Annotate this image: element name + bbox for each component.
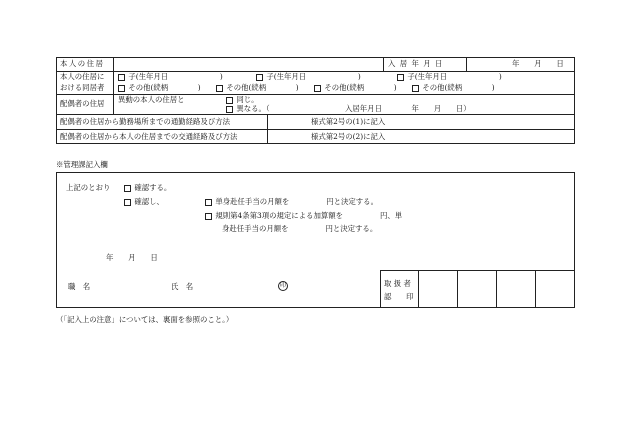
commute-route-label-2: 配偶者の住居から本人の住居までの交通経路及び方法 <box>60 132 238 141</box>
checkbox-icon[interactable] <box>314 85 321 92</box>
child-option-1[interactable]: 子(生年月日 ) <box>118 73 223 81</box>
row-divider <box>56 114 575 115</box>
checkbox-icon[interactable] <box>412 85 419 92</box>
handler-divider <box>457 270 458 308</box>
checkbox-icon[interactable] <box>216 85 223 92</box>
row-divider <box>56 129 575 130</box>
checkbox-icon[interactable] <box>124 185 131 192</box>
other-option-1[interactable]: その他(続柄 ) <box>118 84 201 92</box>
label-column-divider <box>113 57 114 114</box>
route-column-divider <box>267 114 268 144</box>
checkbox-icon[interactable] <box>205 213 212 220</box>
handler-divider <box>535 270 536 308</box>
checkbox-icon[interactable] <box>397 74 404 81</box>
same-option[interactable]: 同じ。 <box>226 96 259 104</box>
child-option-2[interactable]: 子(生年月日 ) <box>256 73 361 81</box>
handler-divider <box>380 270 381 308</box>
residence-label: 本人の住居 <box>60 59 105 68</box>
checkbox-icon[interactable] <box>124 199 131 206</box>
allowance-option[interactable]: 単身赴任手当の月額を 円と決定する。 <box>205 198 378 206</box>
checkbox-icon[interactable] <box>226 97 233 104</box>
confirm-and-option[interactable]: 確認し、 <box>124 198 164 206</box>
checkbox-icon[interactable] <box>205 199 212 206</box>
commute-route-label-1: 配偶者の住居から勤務場所までの通勤経路及び方法 <box>60 117 230 126</box>
other-option-2[interactable]: その他(続柄 ) <box>216 84 299 92</box>
commute-route-value-1: 様式第2号の(1)に記入 <box>311 117 386 126</box>
admin-section-title: ※管理課記入欄 <box>56 160 108 169</box>
footnote: （「記入上の注意」については、裏面を参照のこと。） <box>56 315 234 324</box>
confirm-option[interactable]: 確認する。 <box>124 184 171 192</box>
residence-input[interactable] <box>115 58 381 70</box>
other-option-4[interactable]: その他(続柄 ) <box>412 84 495 92</box>
different-option[interactable]: 異なる。（ <box>226 105 270 113</box>
checkbox-icon[interactable] <box>226 106 233 113</box>
spouse-residence-prefix: 異動の本人の住居と <box>118 95 185 104</box>
move-in-value[interactable]: 年 月 日 <box>512 59 564 68</box>
other-option-3[interactable]: その他(続柄 ) <box>314 84 397 92</box>
handler-label-line2: 認 印 <box>384 292 414 301</box>
title-label: 職 名 <box>68 282 91 291</box>
admin-box <box>56 172 575 308</box>
spouse-move-in-date: 入居年月日 年 月 日） <box>345 104 471 113</box>
checkbox-icon[interactable] <box>256 74 263 81</box>
seal-icon: 印 <box>279 282 286 289</box>
child-option-3[interactable]: 子(生年月日 ) <box>397 73 502 81</box>
checkbox-icon[interactable] <box>118 74 125 81</box>
spouse-residence-label: 配偶者の住居 <box>60 99 105 108</box>
cohabitants-label-line2: おける同居者 <box>60 83 105 92</box>
allowance-continuation: 身赴任手当の月額を 円と決定する。 <box>222 224 378 233</box>
checkbox-icon[interactable] <box>118 85 125 92</box>
cohabitants-label-line1: 本人の住居に <box>60 72 105 81</box>
admin-line1-prefix: 上記のとおり <box>66 183 111 192</box>
move-in-divider <box>466 57 467 71</box>
move-in-divider <box>383 57 384 71</box>
move-in-label: 入 居 年 月 日 <box>388 59 444 68</box>
commute-route-value-2: 様式第2号の(2)に記入 <box>311 132 386 141</box>
handler-top-rule <box>380 270 575 271</box>
handler-label-line1: 取 扱 者 <box>384 279 411 288</box>
admin-date[interactable]: 年 月 日 <box>106 253 158 262</box>
name-label: 氏 名 <box>171 282 194 291</box>
handler-divider <box>418 270 419 308</box>
additional-option[interactable]: 規則第4条第3項の規定による加算額を 円、単 <box>205 212 402 220</box>
handler-divider <box>496 270 497 308</box>
